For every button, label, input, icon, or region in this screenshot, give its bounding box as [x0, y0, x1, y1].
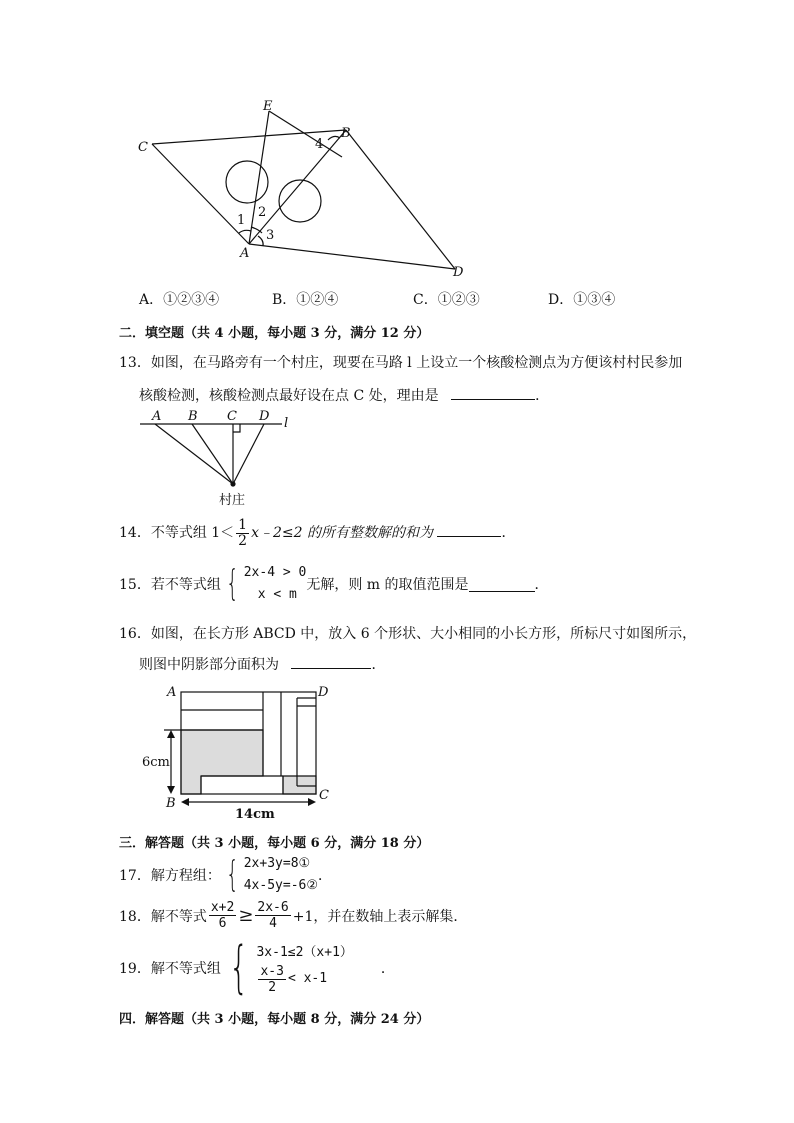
q17-row1: 2x+3y=8① — [243, 856, 311, 871]
q14-end: ． — [501, 525, 516, 541]
section3-heading: 三．解答题（共 3 小题，每小题 6 分，满分 18 分） — [119, 836, 430, 851]
seg-village-A — [155, 424, 233, 484]
q17-brace: { — [225, 854, 239, 895]
label-C3: C — [319, 788, 329, 803]
shaded-region — [181, 730, 263, 794]
angle-arc-3 — [258, 236, 263, 246]
q14-answer-blank[interactable] — [437, 522, 501, 537]
q16-answer-blank[interactable] — [291, 654, 371, 669]
q19-frac — [258, 964, 285, 995]
figure-quadrilateral — [0, 0, 794, 290]
arrowhead-right — [308, 798, 316, 806]
q15-end: ． — [534, 577, 549, 593]
q13-line1: 13．如图，在马路旁有一个村庄，现要在马路 l 上设立一个核酸检测点为方便该村村民参加 — [119, 355, 683, 371]
q16-line1: 16．如图，在长方形 ABCD 中，放入 6 个形状、大小相同的小长方形，所标尺寸如图所示， — [119, 626, 697, 642]
q16-line2 — [139, 654, 385, 674]
q12-option-c: C．①②③ — [413, 292, 480, 308]
q17-prefix: 17．解方程组： — [119, 868, 221, 884]
label-C2: C — [227, 409, 237, 424]
q18-n1: x+2 — [210, 900, 235, 915]
section4-heading: 四．解答题（共 3 小题，每小题 8 分，满分 24 分） — [119, 1012, 430, 1027]
q17 — [119, 853, 332, 897]
label-1: 1 — [237, 213, 246, 228]
q19-system — [256, 942, 352, 995]
q18-frac-left — [209, 900, 236, 931]
q19-brace: { — [228, 935, 249, 1000]
q13-text: 核酸检测，核酸检测点最好设在点 C 处，理由是 — [139, 388, 439, 404]
figure-road-village — [0, 405, 400, 515]
q19-row1: 3x-1≤2（x+1） — [256, 944, 353, 960]
label-A2: A — [152, 409, 162, 424]
q19-num: x-3 — [260, 963, 284, 979]
q12-option-a: A．①②③④ — [139, 292, 220, 308]
seg-village-B — [192, 424, 233, 484]
q18-rel: ≥ — [238, 905, 254, 926]
label-D3: D — [318, 685, 329, 700]
arrowhead-left — [181, 798, 189, 806]
q13-end: ． — [535, 388, 550, 404]
angle-arc-1 — [239, 230, 251, 233]
arrowhead-down — [167, 786, 175, 794]
label-l: l — [284, 416, 289, 431]
q15-prefix: 15．若不等式组 — [119, 577, 221, 593]
label-E: E — [263, 99, 273, 114]
label-C: C — [138, 140, 148, 155]
seg-CA — [152, 144, 249, 244]
q19-row2 — [256, 964, 352, 995]
q14-fraction — [236, 518, 249, 549]
q18-d1: 6 — [218, 916, 227, 931]
q15 — [119, 562, 549, 606]
label-village: 村庄 — [219, 493, 246, 508]
label-A3: A — [167, 685, 177, 700]
q14 — [119, 517, 515, 549]
seg-EA-right — [269, 111, 342, 157]
q14-num: 1 — [238, 516, 248, 533]
q15-row2: x < m — [257, 587, 297, 602]
q19-rel: < x-1 — [287, 971, 328, 986]
shaded-corner — [283, 776, 316, 794]
q18 — [119, 900, 467, 931]
label-6cm: 6cm — [142, 755, 170, 770]
q14-prefix: 14．不等式组 1＜ — [119, 525, 235, 541]
q13-line2 — [139, 385, 549, 405]
circle-left — [226, 161, 268, 203]
q18-n2: 2x-6 — [257, 900, 289, 915]
q16-end: ． — [371, 657, 386, 673]
q18-prefix: 18．解不等式 — [119, 908, 207, 925]
label-3: 3 — [266, 228, 275, 243]
figure-rectangle-abcd — [0, 680, 400, 820]
q18-tail: +1，并在数轴上表示解集． — [292, 908, 468, 925]
label-14cm: 14cm — [235, 807, 275, 820]
q13-answer-blank[interactable] — [451, 385, 535, 400]
right-angle-mark — [233, 424, 240, 432]
label-B2: B — [188, 409, 198, 424]
label-D: D — [453, 265, 464, 280]
seg-AD — [249, 244, 455, 269]
q15-system — [244, 562, 307, 606]
label-A: A — [240, 246, 250, 261]
q14-den: 2 — [238, 532, 248, 549]
seg-village-D — [233, 424, 264, 484]
q15-brace: { — [225, 563, 239, 604]
village-point — [230, 481, 235, 486]
label-2: 2 — [258, 205, 267, 220]
q17-system — [244, 853, 318, 897]
q12-option-b: B．①②④ — [272, 292, 339, 308]
label-B3: B — [166, 796, 176, 811]
seg-BD — [346, 130, 455, 269]
q14-mid: x﹣2≤2 的所有整数解的和为 — [251, 525, 433, 541]
q16-text: 则图中阴影部分面积为 — [139, 657, 279, 673]
q19-end: ． — [380, 961, 395, 977]
q17-row2: 4x-5y=-6② — [243, 878, 319, 893]
q15-mid: 无解，则 m 的取值范围是 — [306, 577, 469, 593]
q18-frac-right — [255, 900, 290, 931]
q19-prefix: 19．解不等式组 — [119, 961, 221, 977]
q19-den: 2 — [268, 979, 277, 995]
q18-d2: 4 — [269, 916, 277, 931]
q15-answer-blank[interactable] — [469, 577, 535, 592]
label-B: B — [341, 126, 351, 141]
q15-row1: 2x-4 > 0 — [243, 565, 307, 580]
label-D2: D — [259, 409, 270, 424]
label-4: 4 — [315, 137, 324, 152]
q19 — [119, 935, 395, 1000]
arrowhead-up — [167, 730, 175, 738]
section2-heading: 二．填空题（共 4 小题，每小题 3 分，满分 12 分） — [119, 326, 430, 341]
q17-end: ． — [318, 868, 333, 884]
q12-option-d: D．①③④ — [548, 292, 616, 308]
